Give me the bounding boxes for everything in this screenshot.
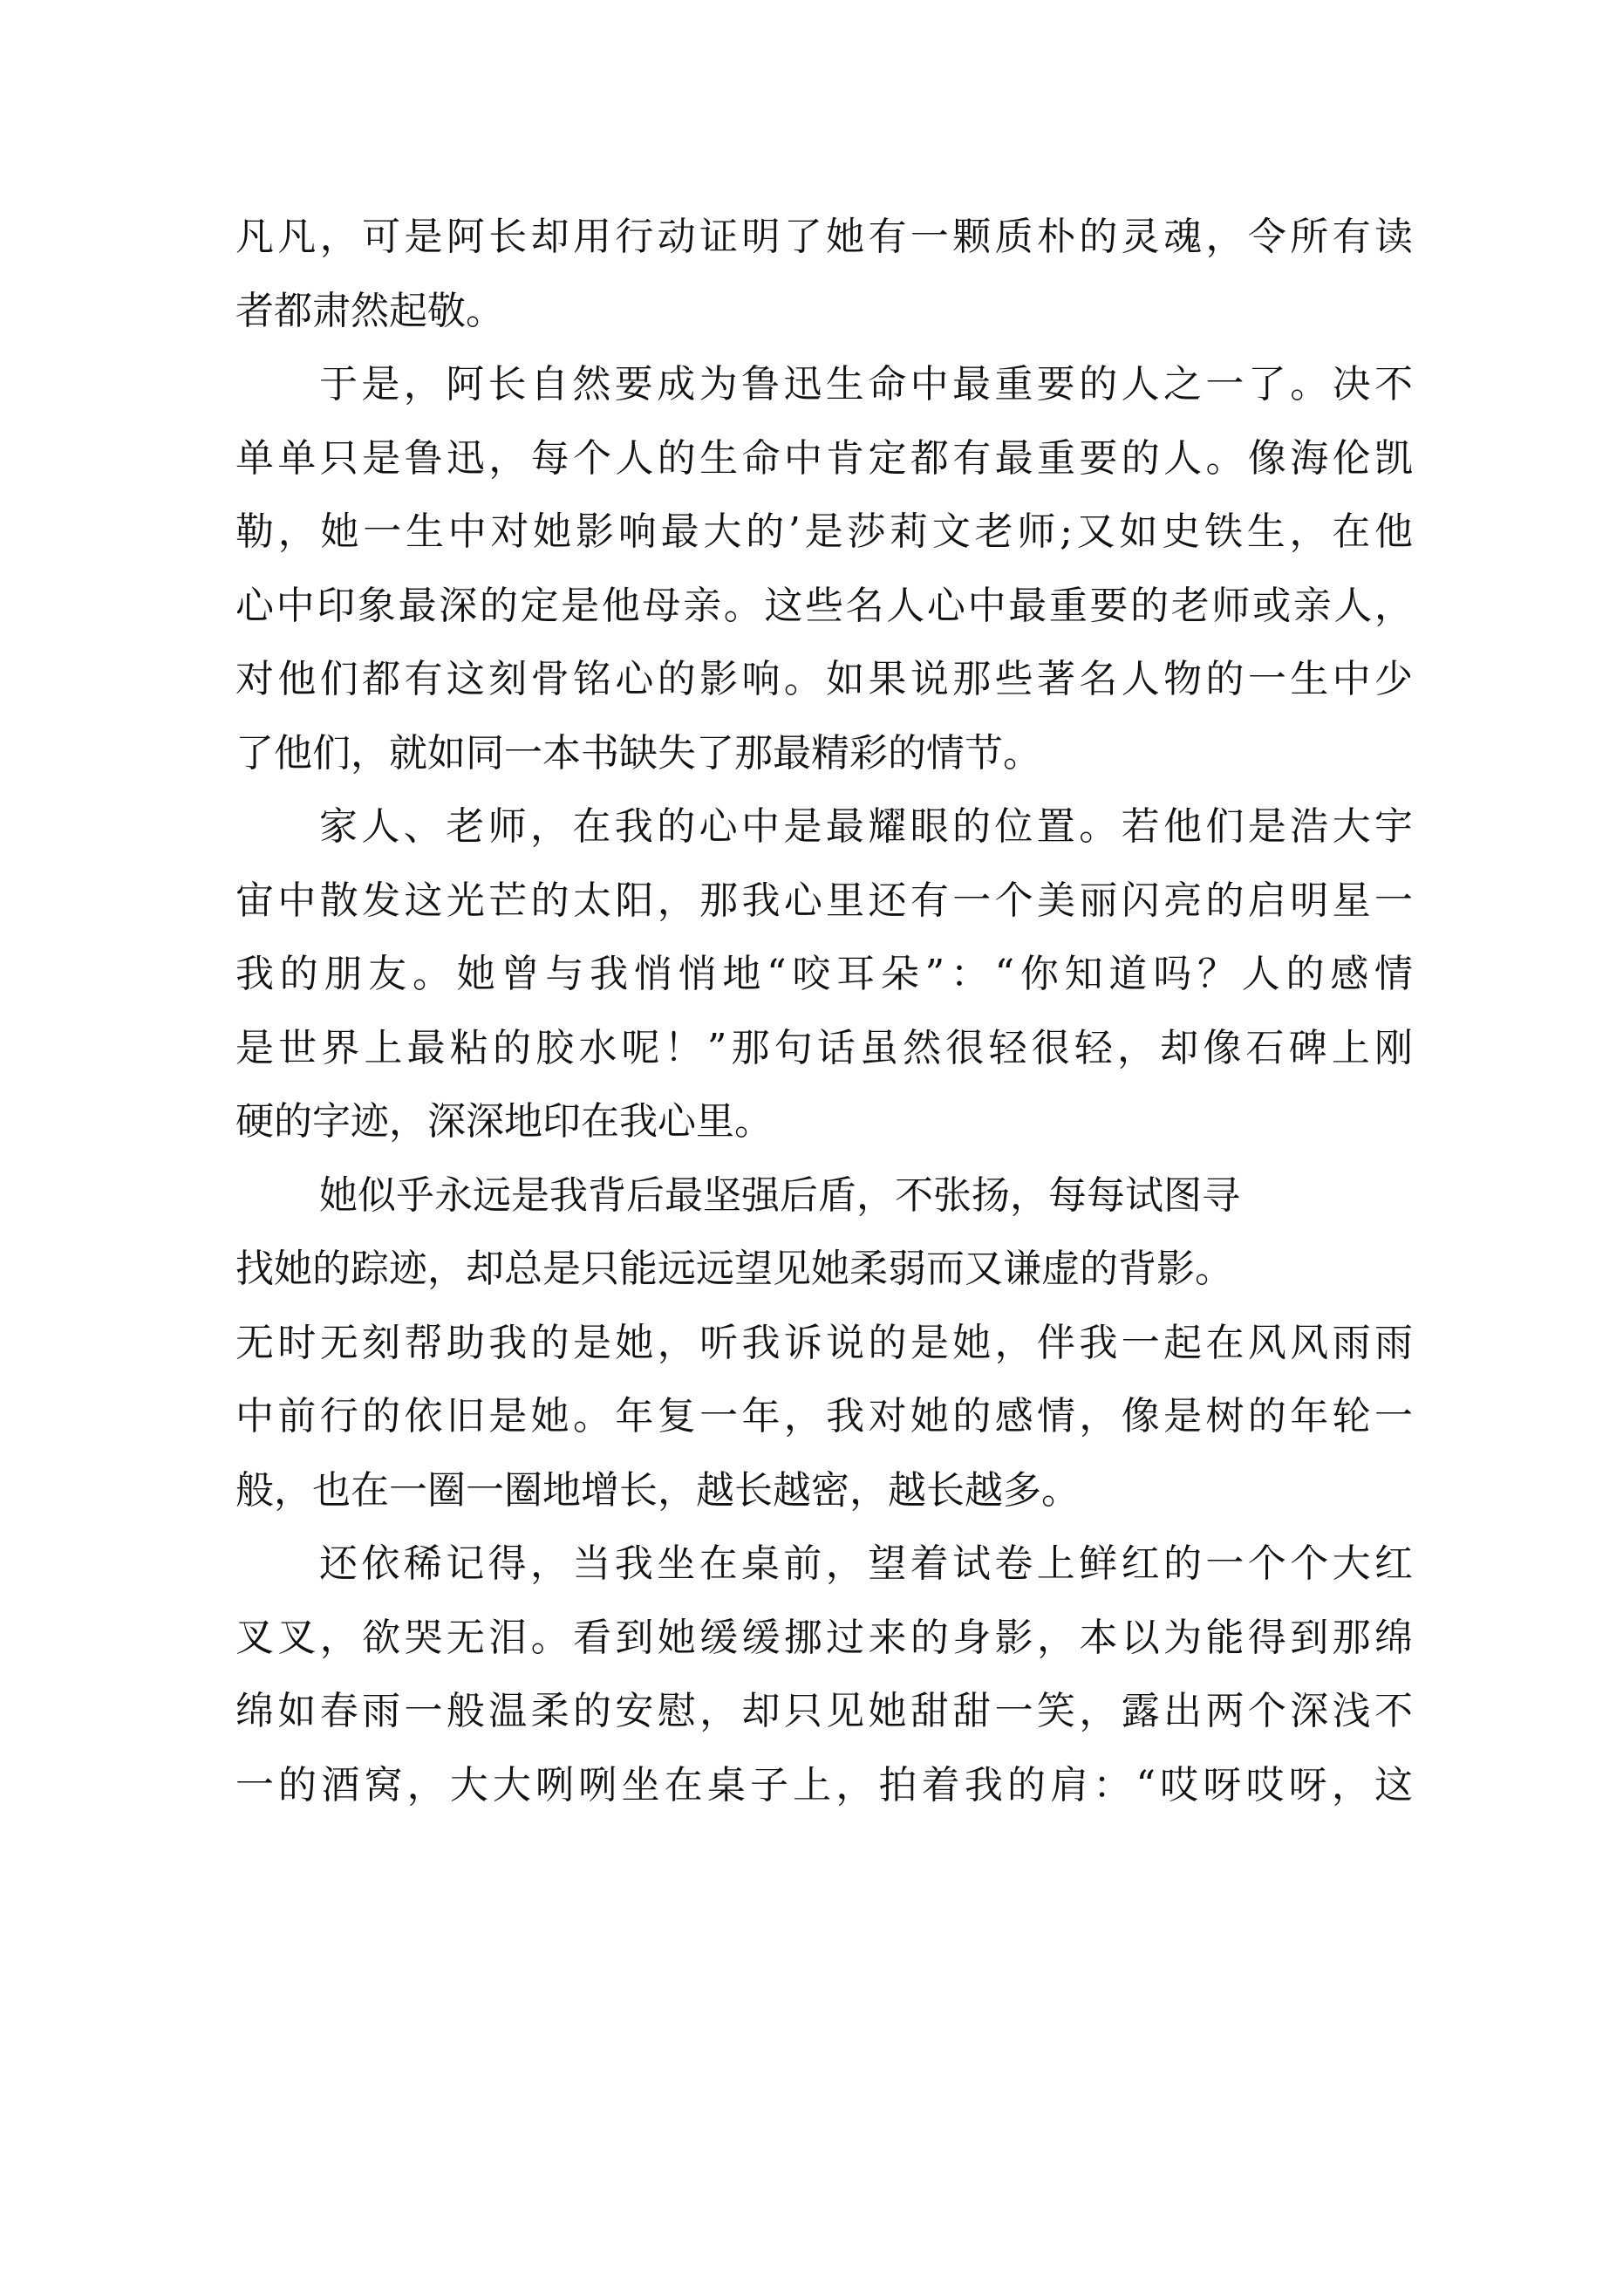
text-line-6: 心中印象最深的定是他母亲。这些名人心中最重要的老师或亲人， — [235, 583, 1413, 628]
text-line-1: 凡凡，可是阿长却用行动证明了她有一颗质朴的灵魂，令所有读 — [235, 215, 1413, 259]
body-text — [235, 201, 1413, 1822]
text-line-13: 硬的字迹，深深地印在我心里。 — [235, 1099, 773, 1144]
text-line-9: 家人、老师，在我的心中是最耀眼的位置。若他们是浩大宇 — [319, 804, 1413, 849]
text-line-12: 是世界上最粘的胶水呢！”那句话虽然很轻很轻，却像石碑上刚 — [235, 1025, 1413, 1070]
text-line-10: 宙中散发这光芒的太阳，那我心里还有一个美丽闪亮的启明星一 — [235, 878, 1413, 923]
text-line-7: 对他们都有这刻骨铭心的影响。如果说那些著名人物的一生中少 — [235, 657, 1413, 701]
text-line-17: 中前行的依旧是她。年复一年，我对她的感情，像是树的年轮一 — [235, 1394, 1413, 1438]
text-line-8: 了他们，就如同一本书缺失了那最精彩的情节。 — [235, 730, 1041, 776]
text-line-14: 她似乎永远是我背后最坚强后盾，不张扬，每每试图寻 — [319, 1172, 1240, 1218]
text-line-19: 还依稀记得，当我坐在桌前，望着试卷上鲜红的一个个大红 — [319, 1541, 1413, 1586]
text-line-3: 于是，阿长自然要成为鲁迅生命中最重要的人之一了。决不 — [319, 362, 1413, 407]
text-line-11: 我的朋友。她曾与我悄悄地“咬耳朵”：“你知道吗？人的感情 — [235, 952, 1413, 996]
text-line-21: 绵如春雨一般温柔的安慰，却只见她甜甜一笑，露出两个深浅不 — [235, 1689, 1413, 1733]
text-line-16: 无时无刻帮助我的是她，听我诉说的是她，伴我一起在风风雨雨 — [235, 1320, 1413, 1365]
text-line-18: 般，也在一圈一圈地增长，越长越密，越长越多。 — [235, 1467, 1080, 1513]
text-line-5: 勒，她一生中对她影响最大的’是莎莉文老师;又如史铁生，在他 — [235, 509, 1413, 554]
text-line-20: 叉叉，欲哭无泪。看到她缓缓挪过来的身影，本以为能得到那绵 — [235, 1615, 1413, 1660]
text-line-2: 者都肃然起敬。 — [235, 288, 504, 333]
text-line-22: 一的酒窝，大大咧咧坐在桌子上，拍着我的肩：“哎呀哎呀，这 — [235, 1762, 1413, 1807]
text-line-4: 单单只是鲁迅，每个人的生命中肯定都有最重要的人。像海伦凯 — [235, 435, 1413, 481]
text-line-15: 找她的踪迹，却总是只能远远望见她柔弱而又谦虚的背影。 — [235, 1247, 1233, 1291]
